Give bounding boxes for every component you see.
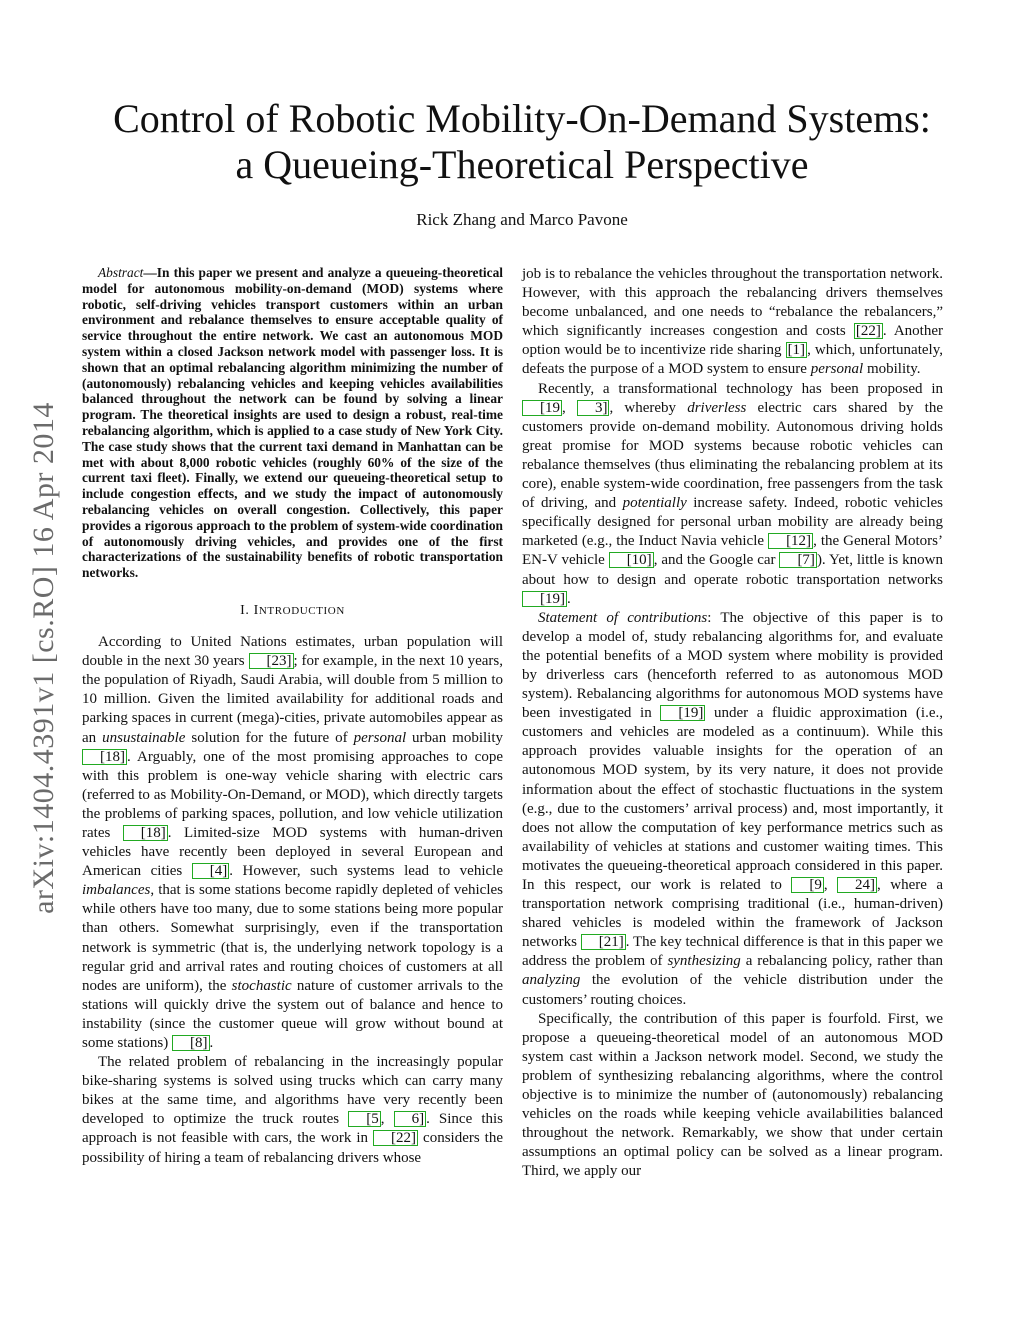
right-paragraph-2: Recently, a transformational technology has been proposed in [19 , 3] , whereby driverless electric cars shared by the customers provide on-demand mobility. Autonomous driving holds great promise for MOD systems because robotic vehicles can rebalance themselves (thus eliminating the rebalancing problem at its core), enable system-wide coordination, free passengers from the task of driving, and potentially increase safety. Indeed, robotic vehicles specifically designed for personal urban mobility are already being marketed (e.g., the Induct Navia vehicle [12] , the General Motors’ EN-V vehicle [10] , and the Google car [7] ). Yet, little is known about how to design and operate robotic transportation networks [19] .	[522, 380, 944, 607]
citation-link[interactable]: [4]	[192, 863, 230, 879]
citation-link[interactable]: [9	[791, 877, 824, 893]
arxiv-stamp: arXiv:1404.4391v1 [cs.RO] 16 Apr 2014	[27, 402, 60, 914]
paper-authors: Rick Zhang and Marco Pavone	[416, 210, 628, 229]
statement-of-contributions: Statement of contributions: The objective of this paper is to develop a model of, study rebalancing algorithms for, and evaluate the potential benefits of a MOD system where mobility is provided by driverless cars (henceforth referred to as autonomous MOD system). Rebalancing algorithms for autonomous MOD systems have been investigated in [19] under a fluidic approximation (i.e., customers and vehicles are modeled as a continuum). While this approach provides valuable insights for the operation of an autonomous MOD system, by its very nature, it does not provide information about the effect of stochastic fluctuations in the system (e.g., due to the customers’ arrival process) and, most importantly, it does not allow the computation of key performance metrics such as availability of vehicles at stations and customer waiting times. This motivates the queueing-theoretical approach considered in this paper. In this respect, our work is related to [9 , 24] , where a transportation network comprising traditional (i.e., human-driven) shared vehicles is modeled within the framework of Jackson networks [21] . The key technical difference is that in this paper we address the problem of synthesizing a rebalancing policy, rather than analyzing the evolution of the vehicle distribution under the customers’ routing choices.	[522, 609, 944, 1008]
contributions-label: Statement of contributions	[538, 609, 708, 626]
citation-link[interactable]: [10]	[609, 552, 654, 568]
contributions-paragraph: Specifically, the contribution of this paper is fourfold. First, we propose a queueing-theoretical model of an autonomous MOD system cast within a Jackson network model. Second, we study the problem of synthesizing rebalancing algorithms, where the control objective is to minimize the number of (autonomously) rebalancing vehicles on the roads while keeping vehicle availabilities balanced throughout the network. Remarkably, we show that under certain assumptions an optimal policy can be solved as a linear program. Third, we apply our	[522, 1010, 943, 1180]
title-line-2: a Queueing-Theoretical Perspective	[235, 142, 809, 187]
citation-link[interactable]: [8]	[172, 1035, 210, 1051]
left-column	[82, 265, 503, 1168]
citation-link[interactable]: [7]	[779, 552, 817, 568]
citation-link[interactable]: [1]	[787, 342, 806, 359]
right-column	[522, 265, 943, 1182]
citation-link[interactable]: [5	[348, 1111, 381, 1127]
section-numeral: I. I	[240, 602, 259, 618]
citation-link[interactable]: [18]	[123, 825, 168, 841]
citation-link[interactable]: [21]	[581, 934, 626, 950]
abstract-label: Abstract	[98, 265, 144, 280]
citation-link[interactable]: 6]	[394, 1111, 427, 1127]
citation-link[interactable]: 3]	[577, 400, 610, 416]
citation-link[interactable]: [22]	[373, 1130, 418, 1146]
citation-link[interactable]: [23]	[249, 653, 294, 669]
citation-link[interactable]: 24]	[837, 877, 877, 893]
intro-paragraph-2: The related problem of rebalancing in the increasingly popular bike-sharing systems is solved using trucks which can carry many bikes at the same time, and algorithms have very recently been developed to optimize the truck routes [5 , 6] . Since this approach is not feasible with cars, the work in [22] considers the possibility of hiring a team of rebalancing drivers whose	[82, 1054, 504, 1166]
citation-link[interactable]: [18]	[82, 749, 127, 765]
section-heading-introduction	[82, 601, 503, 621]
citation-link[interactable]: [19]	[660, 705, 705, 721]
intro-paragraph-1: According to United Nations estimates, urban population will double in the next 30 years [23] ; for example, in the next 10 years, the population of Riyadh, Saudi Arabia, will double from 5 million to 10 million. Given the limited availability for additional roads and parking spaces in current (mega)-cities, private automobiles appear as an unsustainable solution for the future of personal urban mobility [18] . Arguably, one of the most promising approaches to cope with this problem is one-way vehicle sharing with electric cars (referred to as Mobility-On-Demand, or MOD), which directly targets the problems of parking spaces, pollution, and low vehicle utilization rates [18] . Limited-size MOD systems with human-driven vehicles have recently been deployed in several European and American cities [4] . However, such systems lead to vehicle imbalances, that is some stations become rapidly depleted of vehicles while others have too many, due to some stations being more popular than others. Somewhat surprisingly, even if the transportation network is symmetric (that is, the underlying network topology is a regular grid and arrival rates and routing choices of customers at all nodes are uniform), the stochastic nature of customer arrivals to the stations will quickly drive the system out of balance and hence to instability (since the customer queue will grow without bound at some stations) [8] .	[82, 634, 503, 1051]
abstract-text: —In this paper we present and analyze a queueing-theoretical model for autonomous mobility-on-demand (MOD) systems where robotic, self-driving vehicles transport customers within an urban environment and rebalance themselves to ensure acceptable quality of service throughout the entire network. We cast an autonomous MOD system within a closed Jackson network model with passenger loss. It is shown that an optimal rebalancing algorithm minimizing the number of (autonomously) rebalancing vehicles and keeping vehicles availabilities balanced throughout the network can be found by solving a linear program. The theoretical insights are used to design a robust, real-time rebalancing algorithm, which is applied to a case study of New York City. The case study shows that the current taxi demand in Manhattan can be met with about 8,000 robotic vehicles (roughly 60% of the size of the current taxi fleet). Finally, we extend our queueing-theoretical setup to include congestion effects, and we study the impact of autonomously rebalancing vehicles on overall congestion. Collectively, this paper provides a rigorous approach to the problem of system-wide coordination of autonomously driving vehicles, and provides one of the first characterizations of the sustainability benefits of robotic transportation networks.	[82, 265, 503, 581]
section-name: NTRODUCTION	[258, 604, 345, 617]
title-line-1: Control of Robotic Mobility-On-Demand Systems:	[113, 96, 931, 141]
citation-link[interactable]: [19	[522, 400, 562, 416]
citation-link[interactable]: [19]	[522, 591, 567, 607]
abstract	[82, 265, 503, 581]
paper-title	[60, 96, 984, 188]
right-paragraph-1: job is to rebalance the vehicles throughout the transportation network. However, with this approach the rebalancing drivers themselves become unbalanced, and one needs to “rebalance the rebalancers,” which significantly increases congestion and costs [22] . Another option would be to incentivize ride sharing [1] , which, unfortunately, defeats the purpose of a MOD system to ensure personal mobility.	[522, 266, 943, 378]
citation-link[interactable]: [12]	[768, 533, 813, 549]
citation-link[interactable]: [22]	[855, 323, 881, 340]
